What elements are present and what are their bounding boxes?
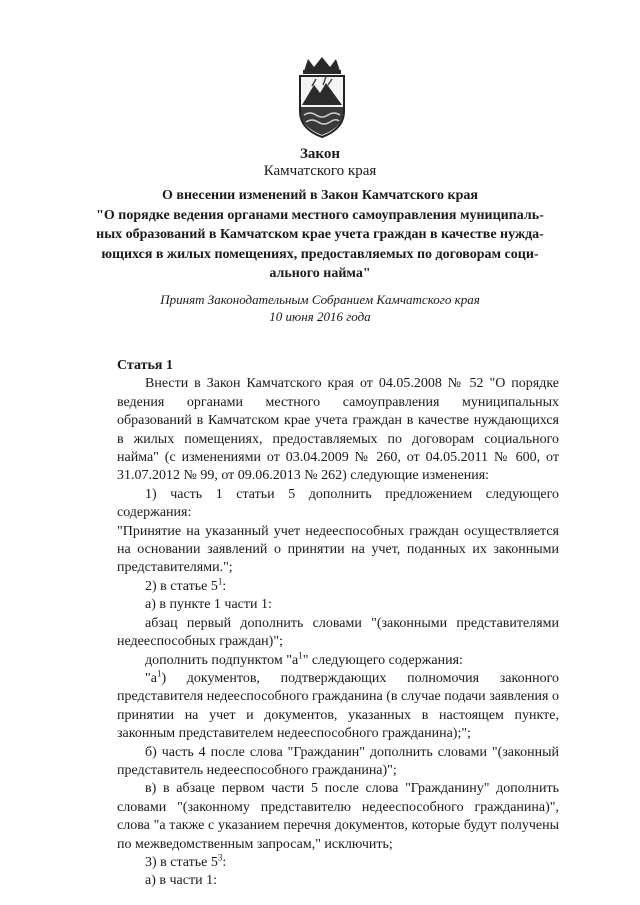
amendment-item-1: 1) часть 1 статьи 5 дополнить предложением следующего содержания: bbox=[117, 486, 559, 521]
act-title-line: ального найма" bbox=[269, 266, 371, 281]
article-1-body bbox=[117, 357, 559, 891]
amendment-item-2b: б) часть 4 после слова "Гражданин" дополнить словами "(законный представитель недееспособного гражданина)"; bbox=[117, 744, 559, 778]
amendment-item-1-quote: "Принятие на указанный учет недееспособных граждан осуществляется на основании заявлений о принятии на учет, поданных их законными представителями."; bbox=[117, 523, 559, 576]
article-heading: Статья 1 bbox=[117, 358, 173, 373]
item-2a-add-prefix: дополнить подпунктом "а bbox=[145, 652, 299, 668]
item-3-superscript: 3 bbox=[217, 852, 223, 863]
adoption-date: 10 июня 2016 года bbox=[269, 309, 371, 324]
subitem-a1-prefix: "а bbox=[145, 670, 157, 686]
amendment-item-2a-add bbox=[117, 649, 559, 670]
amendment-item-2 bbox=[117, 578, 559, 596]
subitem-a1-text: ) документов, подтверждающих полномочия законного представителя недееспособного гражданина (в случае подачи заявления о принятии на учет и документов, указанных в настоящем пункте, законным представителем недееспособного гражданина);"; bbox=[117, 670, 559, 742]
act-title-line: ных образований в Камчатском крае учета граждан в качестве нужда- bbox=[96, 227, 544, 242]
item-3-suffix: : bbox=[222, 854, 227, 870]
subitem-a1-superscript: 1 bbox=[156, 668, 162, 679]
issuing-region: Камчатского края bbox=[263, 163, 377, 179]
act-title-line: ющихся в жилых помещениях, предоставляемых по договорам соци- bbox=[101, 246, 539, 262]
act-title bbox=[60, 186, 580, 284]
item-2a-add-superscript: 1 bbox=[298, 649, 303, 660]
amendment-item-2a-paragraph: абзац первый дополнить словами "(законными представителями недееспособных граждан)"; bbox=[117, 615, 559, 650]
act-title-line: "О порядке ведения органами местного самоуправления муниципаль- bbox=[96, 207, 544, 223]
act-title-line: О внесении изменений в Закон Камчатского края bbox=[162, 188, 478, 203]
item-2-suffix: : bbox=[222, 578, 227, 594]
adoption-body: Принят Законодательным Собранием Камчатского края bbox=[160, 292, 480, 307]
amendment-item-2a: а) в пункте 1 части 1: bbox=[145, 597, 272, 613]
item-3-prefix: 3) в статье 5 bbox=[145, 854, 218, 870]
item-2a-add-suffix: " следующего содержания: bbox=[302, 652, 463, 668]
amendment-item-3a: а) в части 1: bbox=[145, 873, 217, 889]
document-type: Закон bbox=[299, 146, 340, 162]
coat-of-arms-emblem bbox=[290, 55, 354, 139]
article-intro: Внести в Закон Камчатского края от 04.05.2008 № 52 "О порядке ведения органами местного самоуправления муниципальных образований в Камчатском крае учета граждан в качестве нуждающихся в жилых помещениях, предоставляемых по договорам социального найма" (с изменениями от 03.04.2009 № 260, от 04.05.2011 № 600, от 31.07.2012 № 99, от 09.06.2013 № 262) следующие изменения: bbox=[117, 376, 559, 484]
amendment-subitem-a1 bbox=[117, 670, 559, 744]
item-2-superscript: 1 bbox=[217, 576, 223, 587]
amendment-item-2v: в) в абзаце первом части 5 после слова "Гражданину" дополнить словами "(законному представителю недееспособного гражданина)", слова "а также с указанием перечня документов, которые будут получены по межведомственным запросам," исключить; bbox=[117, 781, 559, 852]
item-2-prefix: 2) в статье 5 bbox=[145, 578, 218, 594]
adoption-note bbox=[60, 291, 580, 325]
amendment-item-3 bbox=[117, 854, 559, 872]
